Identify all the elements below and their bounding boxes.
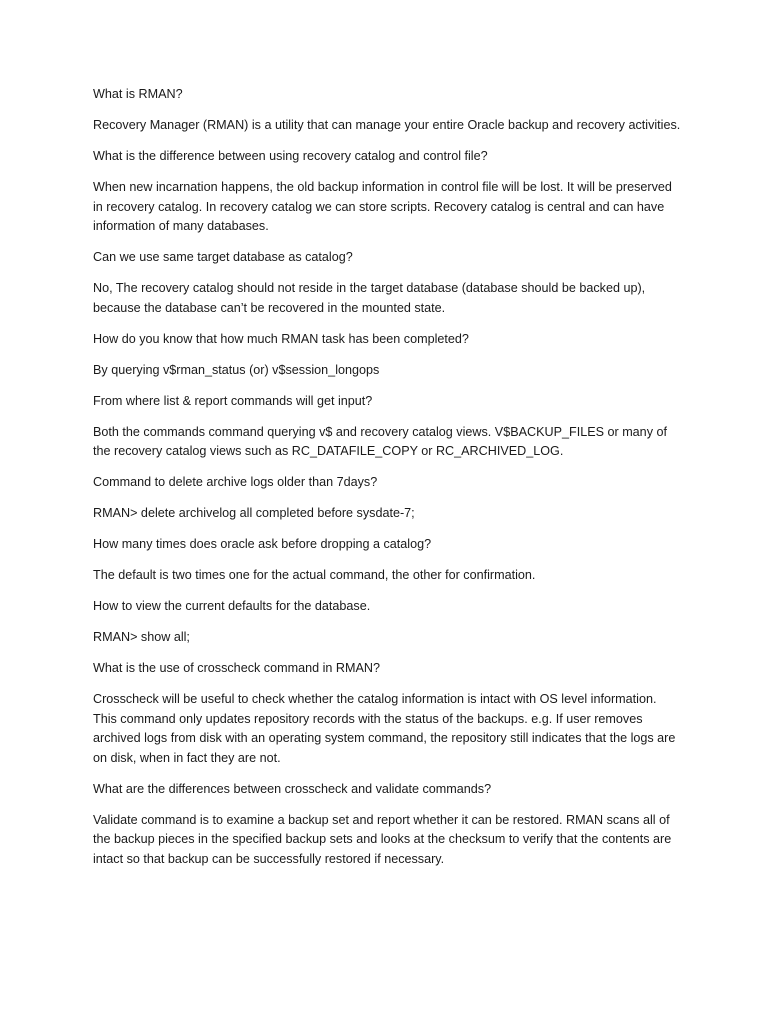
answer-same-target-database: No, The recovery catalog should not reside in the target database (database should be backed up), because the database can’t be recovered in the mounted state. xyxy=(93,281,646,315)
question-catalog-vs-control-file: What is the difference between using recovery catalog and control file? xyxy=(93,149,488,163)
question-same-target-database: Can we use same target database as catalog? xyxy=(93,250,353,264)
answer-task-completion: By querying v$rman_status (or) v$session_longops xyxy=(93,362,380,377)
answer-crosscheck-vs-validate: Validate command is to examine a backup set and report whether it can be restored. RMAN scans all of the backup pieces in the specified backup sets and looks at the checksum to verify that the contents are intact so that backup can be successfully restored if necessary. xyxy=(93,812,672,866)
answer-view-defaults: RMAN> show all; xyxy=(93,630,190,644)
question-crosscheck: What is the use of crosscheck command in RMAN? xyxy=(93,661,380,675)
answer-catalog-vs-control-file: When new incarnation happens, the old backup information in control file will be lost. It will be preserved in recovery catalog. In recovery catalog we can store scripts. Recovery catalog is central and can have information of many databases. xyxy=(93,180,672,233)
document-body xyxy=(93,85,683,881)
question-task-completion: How do you know that how much RMAN task has been completed? xyxy=(93,331,469,346)
answer-list-report-input: Both the commands command querying v$ and recovery catalog views. V$BACKUP_FILES or many of the recovery catalog views such as RC_DATAFILE_COPY or RC_ARCHIVED_LOG. xyxy=(93,424,667,458)
answer-delete-archive-logs: RMAN> delete archivelog all completed before sysdate-7; xyxy=(93,506,415,520)
answer-what-is-rman: Recovery Manager (RMAN) is a utility that can manage your entire Oracle backup and recovery activities. xyxy=(93,118,681,132)
question-crosscheck-vs-validate: What are the differences between crosscheck and validate commands? xyxy=(93,781,492,796)
answer-crosscheck: Crosscheck will be useful to check whether the catalog information is intact with OS level information. This command only updates repository records with the status of the backups. e.g. If user removes archived logs from disk with an operating system command, the repository still indicates that the logs are on disk, when in fact they are not. xyxy=(93,692,676,765)
question-drop-catalog: How many times does oracle ask before dropping a catalog? xyxy=(93,537,432,551)
question-list-report-input: From where list & report commands will get input? xyxy=(93,393,373,408)
answer-drop-catalog: The default is two times one for the actual command, the other for confirmation. xyxy=(93,568,536,582)
question-what-is-rman: What is RMAN? xyxy=(93,87,183,101)
question-view-defaults: How to view the current defaults for the database. xyxy=(93,599,371,613)
question-delete-archive-logs: Command to delete archive logs older than 7days? xyxy=(93,475,378,489)
